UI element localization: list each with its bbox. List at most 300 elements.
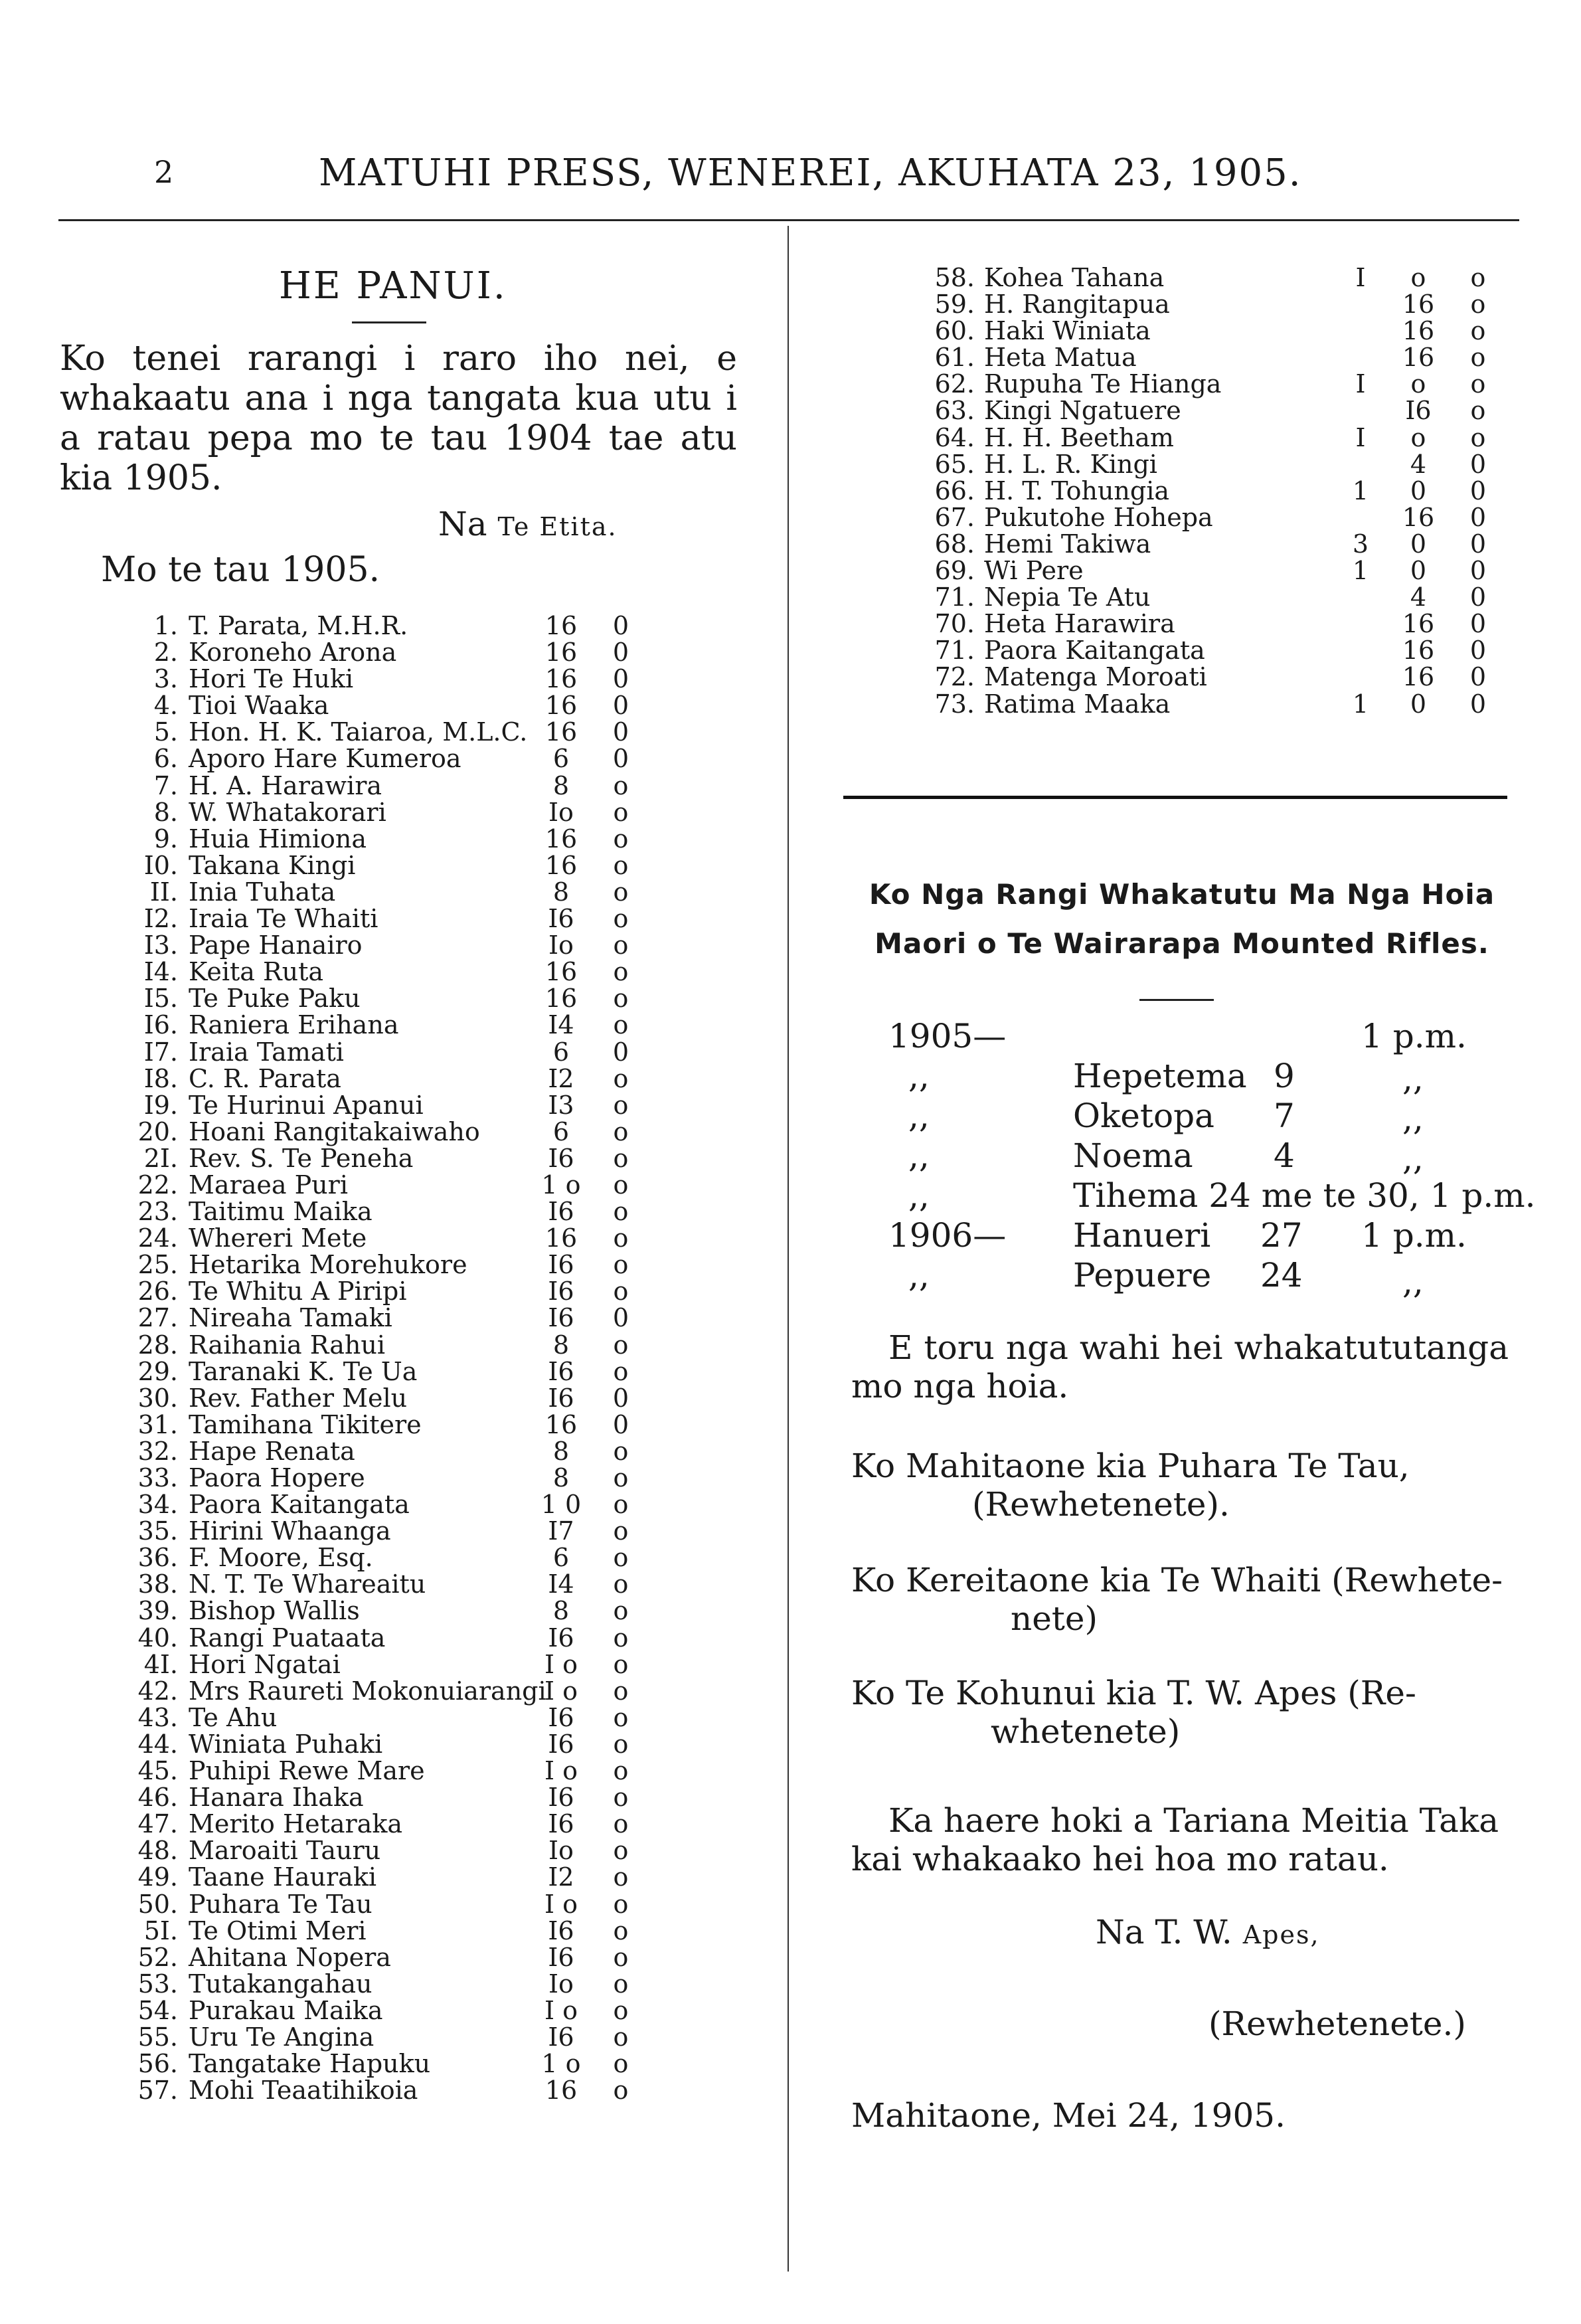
entry-amount-2: o bbox=[613, 904, 629, 934]
list-item bbox=[863, 317, 1494, 344]
entry-amount-1: I o bbox=[544, 1756, 578, 1786]
entry-amount-1: I6 bbox=[548, 904, 574, 934]
signoff-name: Apes, bbox=[1242, 1920, 1320, 1949]
entry-amount-1: 8 bbox=[552, 1330, 570, 1360]
entry-number: I2. bbox=[143, 904, 178, 934]
editor-byline bbox=[438, 505, 618, 543]
entry-amount-2: o bbox=[613, 770, 629, 800]
entry-amount-3: 0 bbox=[1469, 476, 1487, 505]
entry-name: Tioi Waaka bbox=[189, 691, 329, 721]
entry-amount-2: o bbox=[613, 1010, 629, 1040]
entry-name: Taranaki K. Te Ua bbox=[189, 1356, 418, 1386]
entry-name: Te Ahu bbox=[189, 1702, 278, 1732]
paragraph-instructor bbox=[851, 1801, 1509, 1878]
entry-amount-1: 16 bbox=[544, 691, 578, 721]
entry-amount-1: 6 bbox=[552, 744, 570, 774]
entry-name: Ratima Maaka bbox=[984, 689, 1171, 719]
list-item bbox=[0, 1198, 784, 1225]
entry-name: Kohea Tahana bbox=[984, 263, 1165, 292]
list-item bbox=[0, 1544, 784, 1571]
entry-amount-1: 16 bbox=[544, 638, 578, 668]
entry-number: I4. bbox=[143, 957, 178, 987]
entry-name: Keita Ruta bbox=[189, 957, 324, 987]
entry-name: Puhipi Rewe Mare bbox=[189, 1756, 425, 1786]
list-item bbox=[0, 1944, 784, 1971]
entry-amount-2: o bbox=[613, 2076, 629, 2105]
list-item bbox=[0, 932, 784, 958]
entry-number: 39. bbox=[137, 1596, 178, 1626]
entry-number: 44. bbox=[137, 1729, 178, 1759]
entry-amount-1: I6 bbox=[548, 1916, 574, 1945]
entry-number: 26. bbox=[137, 1277, 178, 1306]
entry-number: 56. bbox=[137, 2049, 178, 2079]
list-item bbox=[0, 985, 784, 1012]
entry-number: 69. bbox=[934, 556, 975, 586]
entry-amount-2: o bbox=[613, 1969, 629, 1999]
masthead: MATUHI PRESS, WENEREI, AKUHATA 23, 1905. bbox=[319, 151, 1302, 195]
entry-amount-2: o bbox=[613, 1676, 629, 1706]
list-item bbox=[0, 1065, 784, 1092]
time-hanueri: 1 p.m. bbox=[1361, 1216, 1467, 1255]
entry-number: 71. bbox=[934, 582, 975, 612]
entry-amount-1: 1 bbox=[1352, 556, 1369, 586]
entry-amount-1: I6 bbox=[548, 1250, 574, 1280]
entry-number: 24. bbox=[137, 1223, 178, 1253]
entry-amount-1: I o bbox=[544, 1676, 578, 1706]
entry-name: Tutakangahau bbox=[189, 1969, 373, 1999]
list-item bbox=[0, 1118, 784, 1145]
entry-number: 35. bbox=[137, 1516, 178, 1546]
byline-prefix: Na bbox=[438, 505, 498, 543]
list-item bbox=[0, 1784, 784, 1811]
entry-amount-2: o bbox=[613, 2049, 629, 2079]
list-item bbox=[0, 1039, 784, 1065]
entry-number: I6. bbox=[143, 1010, 178, 1040]
list-item bbox=[0, 1731, 784, 1757]
list-item bbox=[0, 1251, 784, 1278]
entry-amount-2: o bbox=[613, 1170, 629, 1200]
list-item bbox=[0, 1651, 784, 1678]
entry-amount-1: I6 bbox=[548, 1702, 574, 1732]
entry-name: Huia Himiona bbox=[189, 824, 367, 853]
entry-amount-3: 0 bbox=[1469, 502, 1487, 532]
list-item bbox=[0, 1625, 784, 1651]
entry-number: 32. bbox=[137, 1436, 178, 1466]
entry-amount-2: 4 bbox=[1410, 582, 1427, 612]
list-item bbox=[863, 424, 1494, 451]
entry-amount-1: I2 bbox=[548, 1862, 574, 1892]
entry-number: 45. bbox=[137, 1756, 178, 1786]
entry-amount-2: o bbox=[613, 1516, 629, 1546]
list-item bbox=[863, 264, 1494, 291]
entry-name: Raniera Erihana bbox=[189, 1010, 399, 1040]
entry-amount-3: o bbox=[1470, 396, 1486, 426]
section-rule bbox=[843, 796, 1507, 799]
entry-amount-1: I6 bbox=[548, 1942, 574, 1972]
entry-amount-2: 0 bbox=[612, 691, 629, 721]
entry-amount-2: o bbox=[613, 1277, 629, 1306]
list-item bbox=[0, 1891, 784, 1918]
entry-amount-1: 1 o bbox=[541, 2049, 581, 2079]
list-item bbox=[0, 1012, 784, 1038]
entry-amount-2: o bbox=[613, 1942, 629, 1972]
entry-number: 27. bbox=[137, 1303, 178, 1333]
entry-number: 63. bbox=[934, 396, 975, 426]
entry-number: 34. bbox=[137, 1490, 178, 1520]
entry-number: 73. bbox=[934, 689, 975, 719]
entry-number: 71. bbox=[934, 636, 975, 666]
ditto-mark: ,, bbox=[908, 1097, 930, 1135]
entry-amount-2: 0 bbox=[612, 1303, 629, 1333]
entry-name: Taitimu Maika bbox=[189, 1197, 373, 1227]
entry-name: H. H. Beetham bbox=[984, 422, 1174, 452]
entry-amount-2: o bbox=[613, 2022, 629, 2052]
entry-amount-1: I6 bbox=[548, 1197, 574, 1227]
entry-number: II. bbox=[149, 877, 178, 907]
entry-name: Te Otimi Meri bbox=[189, 1916, 367, 1945]
time-top: 1 p.m. bbox=[1361, 1017, 1467, 1055]
entry-number: I5. bbox=[143, 984, 178, 1014]
location-1 bbox=[851, 1447, 1509, 1524]
entry-amount-1: 8 bbox=[552, 1596, 570, 1626]
entry-amount-1: I bbox=[1355, 422, 1366, 452]
intro-paragraph: Ko tenei rarangi i raro iho nei, e whakaatu ana i nga tangata kua utu i a ratau pepa mo te tau 1904 tae atu kia 1905. bbox=[60, 339, 737, 498]
entry-name: Hape Renata bbox=[189, 1436, 355, 1466]
entry-amount-1: Io bbox=[548, 1969, 574, 1999]
entry-name: Aporo Hare Kumeroa bbox=[189, 744, 461, 774]
entry-name: Ahitana Nopera bbox=[189, 1942, 391, 1972]
byline-name: Te Etita. bbox=[497, 512, 618, 541]
signoff-rank: (Rewhetenete.) bbox=[1208, 2005, 1466, 2043]
entry-amount-1: 16 bbox=[544, 850, 578, 880]
list-item bbox=[0, 1385, 784, 1411]
entry-number: 53. bbox=[137, 1969, 178, 1999]
location-3 bbox=[851, 1674, 1509, 1751]
list-item bbox=[0, 1997, 784, 2024]
entry-name: F. Moore, Esq. bbox=[189, 1543, 373, 1573]
entry-amount-1: I6 bbox=[548, 1356, 574, 1386]
entry-amount-1: 1 bbox=[1352, 689, 1369, 719]
list-item bbox=[0, 639, 784, 666]
entry-amount-3: 0 bbox=[1469, 556, 1487, 586]
entry-number: 49. bbox=[137, 1862, 178, 1892]
list-item bbox=[863, 637, 1494, 664]
entry-amount-2: o bbox=[613, 1836, 629, 1866]
entry-number: 22. bbox=[137, 1170, 178, 1200]
entry-number: 36. bbox=[137, 1543, 178, 1573]
entry-number: 31. bbox=[137, 1409, 178, 1439]
entry-amount-2: 0 bbox=[1410, 529, 1427, 559]
entry-name: H. A. Harawira bbox=[189, 770, 382, 800]
list-item bbox=[0, 1411, 784, 1438]
year-1906: 1906— bbox=[888, 1216, 1007, 1255]
list-item bbox=[0, 1704, 784, 1731]
list-item bbox=[0, 2050, 784, 2077]
entry-amount-2: o bbox=[613, 1330, 629, 1360]
entry-amount-1: 8 bbox=[552, 1463, 570, 1492]
entry-name: Paora Kaitangata bbox=[189, 1490, 410, 1520]
entry-name: Tangatake Hapuku bbox=[189, 2049, 431, 2079]
entry-amount-1: 1 0 bbox=[541, 1490, 582, 1520]
entry-amount-3: 0 bbox=[1469, 662, 1487, 692]
entry-name: Uru Te Angina bbox=[189, 2022, 374, 2052]
entry-amount-3: 0 bbox=[1469, 449, 1487, 479]
entry-amount-1: 16 bbox=[544, 957, 578, 987]
entry-number: 72. bbox=[934, 662, 975, 692]
entry-number: 68. bbox=[934, 529, 975, 559]
location-3-line-2: whetenete) bbox=[991, 1712, 1181, 1751]
list-item bbox=[0, 1172, 784, 1198]
entry-amount-1: 16 bbox=[544, 2076, 578, 2105]
entry-number: 42. bbox=[137, 1676, 178, 1706]
list-item bbox=[863, 557, 1494, 584]
entry-amount-2: o bbox=[613, 984, 629, 1014]
entry-amount-1: I6 bbox=[548, 2022, 574, 2052]
entry-name: Rev. S. Te Peneha bbox=[189, 1143, 414, 1173]
entry-number: 25. bbox=[137, 1250, 178, 1280]
entry-name: Iraia Tamati bbox=[189, 1037, 344, 1067]
entry-amount-2: o bbox=[613, 1783, 629, 1813]
entry-name: Koroneho Arona bbox=[189, 638, 397, 668]
entry-amount-1: 16 bbox=[544, 1223, 578, 1253]
entry-amount-1: 3 bbox=[1352, 529, 1369, 559]
entry-amount-2: o bbox=[613, 824, 629, 853]
entry-number: 54. bbox=[137, 1995, 178, 2025]
title-rule bbox=[352, 321, 426, 323]
entry-amount-2: 4 bbox=[1410, 449, 1427, 479]
entry-amount-2: o bbox=[613, 797, 629, 827]
entry-name: Purakau Maika bbox=[189, 1995, 383, 2025]
entry-name: H. L. R. Kingi bbox=[984, 449, 1157, 479]
instructor-line-2: kai whakaako hei hoa mo ratau. bbox=[851, 1840, 1389, 1878]
entry-number: 6. bbox=[153, 744, 178, 774]
entry-number: I9. bbox=[143, 1090, 178, 1120]
list-item bbox=[863, 610, 1494, 637]
entry-name: Mohi Teaatihikoia bbox=[189, 2076, 418, 2105]
month-noema: Noema bbox=[1073, 1136, 1193, 1175]
notice-title bbox=[847, 870, 1517, 968]
ditto-mark: ,, bbox=[908, 1136, 930, 1175]
entry-amount-2: 0 bbox=[612, 744, 629, 774]
entry-amount-1: 1 o bbox=[541, 1170, 581, 1200]
entry-amount-2: o bbox=[613, 1569, 629, 1599]
entry-name: Paora Kaitangata bbox=[984, 636, 1205, 666]
list-item bbox=[0, 826, 784, 852]
entry-amount-3: o bbox=[1470, 369, 1486, 399]
entry-name: Rupuha Te Hianga bbox=[984, 369, 1222, 399]
entry-number: 58. bbox=[934, 263, 975, 292]
entry-name: Te Whitu A Piripi bbox=[189, 1277, 407, 1306]
entry-name: Hoani Rangitakaiwaho bbox=[189, 1117, 480, 1146]
list-item bbox=[863, 691, 1494, 717]
entry-amount-2: o bbox=[1410, 422, 1426, 452]
entry-amount-1: Io bbox=[548, 931, 574, 960]
entry-amount-2: o bbox=[613, 1143, 629, 1173]
list-item bbox=[0, 1757, 784, 1784]
entry-amount-1: I6 bbox=[548, 1783, 574, 1813]
entry-amount-1: 8 bbox=[552, 770, 570, 800]
signoff-byline bbox=[1096, 1913, 1320, 1951]
entry-name: Merito Hetaraka bbox=[189, 1809, 402, 1839]
list-item bbox=[0, 799, 784, 826]
notice-heading: HE PANUI. bbox=[279, 264, 507, 308]
subscriber-list-left bbox=[0, 612, 784, 2103]
entry-number: 29. bbox=[137, 1356, 178, 1386]
entry-amount-1: 16 bbox=[544, 984, 578, 1014]
entry-amount-1: I6 bbox=[548, 1729, 574, 1759]
list-item bbox=[0, 905, 784, 932]
entry-number: 64. bbox=[934, 422, 975, 452]
list-item bbox=[863, 397, 1494, 424]
entry-amount-1: I o bbox=[544, 1649, 578, 1679]
list-item bbox=[863, 344, 1494, 371]
entry-number: 57. bbox=[137, 2076, 178, 2105]
entry-amount-1: I bbox=[1355, 369, 1366, 399]
entry-amount-2: 0 bbox=[612, 611, 629, 640]
ditto-mark: ,, bbox=[1402, 1139, 1424, 1178]
entry-amount-3: o bbox=[1470, 343, 1486, 373]
entry-amount-2: o bbox=[613, 957, 629, 987]
entry-name: Rangi Puataata bbox=[189, 1623, 386, 1653]
entry-number: 40. bbox=[137, 1623, 178, 1653]
entry-amount-1: 16 bbox=[544, 664, 578, 694]
day-hanueri: 27 bbox=[1260, 1216, 1303, 1255]
entry-amount-3: 0 bbox=[1469, 609, 1487, 639]
entry-amount-1: I4 bbox=[548, 1569, 574, 1599]
entry-amount-1: I2 bbox=[548, 1063, 574, 1093]
list-item bbox=[863, 451, 1494, 478]
entry-amount-2: o bbox=[613, 1916, 629, 1945]
entry-amount-2: o bbox=[1410, 369, 1426, 399]
entry-number: 52. bbox=[137, 1942, 178, 1972]
list-item bbox=[0, 772, 784, 799]
month-hanueri: Hanueri bbox=[1073, 1216, 1211, 1255]
entry-number: 50. bbox=[137, 1889, 178, 1919]
list-item bbox=[0, 719, 784, 745]
entry-amount-1: I7 bbox=[548, 1516, 574, 1546]
list-item bbox=[863, 478, 1494, 504]
list-item bbox=[863, 291, 1494, 317]
top-rule bbox=[58, 219, 1519, 221]
entry-number: 28. bbox=[137, 1330, 178, 1360]
entry-amount-2: o bbox=[613, 1649, 629, 1679]
entry-amount-3: o bbox=[1470, 422, 1486, 452]
list-item bbox=[0, 1811, 784, 1837]
list-item bbox=[0, 958, 784, 985]
entry-name: Te Puke Paku bbox=[189, 984, 361, 1014]
entry-number: 4. bbox=[153, 691, 178, 721]
list-item bbox=[0, 692, 784, 719]
entry-number: 60. bbox=[934, 316, 975, 346]
list-item bbox=[0, 1225, 784, 1251]
list-item bbox=[0, 2024, 784, 2050]
entry-amount-2: o bbox=[613, 1117, 629, 1146]
entry-name: Puhara Te Tau bbox=[189, 1889, 373, 1919]
entry-amount-1: I6 bbox=[548, 1809, 574, 1839]
entry-name: Takana Kingi bbox=[189, 850, 356, 880]
entry-amount-2: o bbox=[613, 1809, 629, 1839]
entry-amount-2: o bbox=[613, 1995, 629, 2025]
ditto-mark: ,, bbox=[1402, 1263, 1424, 1301]
entry-name: Pukutohe Hohepa bbox=[984, 502, 1213, 532]
entry-number: 47. bbox=[137, 1809, 178, 1839]
entry-number: I3. bbox=[143, 931, 178, 960]
list-item bbox=[0, 612, 784, 639]
entry-amount-2: 16 bbox=[1402, 343, 1435, 373]
dateline: Mahitaone, Mei 24, 1905. bbox=[851, 2096, 1286, 2135]
entry-name: Hemi Takiwa bbox=[984, 529, 1151, 559]
entry-name: W. Whatakorari bbox=[189, 797, 386, 827]
entry-number: 23. bbox=[137, 1197, 178, 1227]
entry-amount-3: o bbox=[1470, 316, 1486, 346]
entry-number: 30. bbox=[137, 1383, 178, 1413]
list-item bbox=[0, 1438, 784, 1465]
entry-amount-1: 16 bbox=[544, 717, 578, 747]
ditto-mark: ,, bbox=[908, 1057, 930, 1095]
list-item bbox=[0, 1145, 784, 1172]
entry-amount-2: o bbox=[613, 850, 629, 880]
location-1-line-1: Ko Mahitaone kia Puhara Te Tau, bbox=[851, 1447, 1410, 1485]
list-item bbox=[863, 664, 1494, 690]
location-2-line-1: Ko Kereitaone kia Te Whaiti (Rewhete- bbox=[851, 1561, 1503, 1599]
list-item bbox=[863, 584, 1494, 610]
list-item bbox=[0, 2077, 784, 2103]
entry-name: Mrs Raureti Mokonuiarangi bbox=[189, 1676, 546, 1706]
entry-name: Maroaiti Tauru bbox=[189, 1836, 381, 1866]
entry-number: 65. bbox=[934, 449, 975, 479]
entry-name: Heta Matua bbox=[984, 343, 1137, 373]
entry-amount-2: 0 bbox=[1410, 689, 1427, 719]
entry-amount-2: o bbox=[613, 1090, 629, 1120]
entry-name: Tamihana Tikitere bbox=[189, 1409, 422, 1439]
entry-number: 2I. bbox=[143, 1143, 178, 1173]
entry-amount-1: I o bbox=[544, 1889, 578, 1919]
ditto-mark: ,, bbox=[908, 1256, 930, 1295]
entry-amount-1: 8 bbox=[552, 1436, 570, 1466]
entry-amount-1: Io bbox=[548, 797, 574, 827]
month-oketopa: Oketopa bbox=[1073, 1097, 1214, 1135]
entry-amount-2: o bbox=[1410, 263, 1426, 292]
entry-number: I8. bbox=[143, 1063, 178, 1093]
entry-amount-2: 0 bbox=[1410, 556, 1427, 586]
entry-amount-1: I6 bbox=[548, 1143, 574, 1173]
entry-amount-2: o bbox=[613, 1223, 629, 1253]
entry-amount-2: 0 bbox=[612, 717, 629, 747]
entry-name: Whereri Mete bbox=[189, 1223, 367, 1253]
entry-amount-2: 16 bbox=[1402, 316, 1435, 346]
entry-number: 7. bbox=[153, 770, 178, 800]
entry-name: Haki Winiata bbox=[984, 316, 1151, 346]
notice-title-line-1: Ko Nga Rangi Whakatutu Ma Nga Hoia bbox=[869, 878, 1495, 911]
list-item bbox=[0, 1304, 784, 1331]
entry-amount-2: 16 bbox=[1402, 290, 1435, 319]
notice-title-rule bbox=[1139, 999, 1214, 1001]
entry-amount-3: 0 bbox=[1469, 689, 1487, 719]
entry-name: Nepia Te Atu bbox=[984, 582, 1151, 612]
entry-number: 5. bbox=[153, 717, 178, 747]
entry-name: Hon. H. K. Taiaroa, M.L.C. bbox=[189, 717, 528, 747]
entry-amount-2: o bbox=[613, 1623, 629, 1653]
entry-amount-3: o bbox=[1470, 290, 1486, 319]
entry-name: Raihania Rahui bbox=[189, 1330, 386, 1360]
entry-amount-1: I4 bbox=[548, 1010, 574, 1040]
entry-name: Matenga Moroati bbox=[984, 662, 1207, 692]
entry-name: Hori Ngatai bbox=[189, 1649, 341, 1679]
location-3-line-1: Ko Te Kohunui kia T. W. Apes (Re- bbox=[851, 1674, 1416, 1712]
entry-name: Hirini Whaanga bbox=[189, 1516, 391, 1546]
list-item bbox=[0, 1518, 784, 1544]
entry-amount-1: I6 bbox=[548, 1383, 574, 1413]
